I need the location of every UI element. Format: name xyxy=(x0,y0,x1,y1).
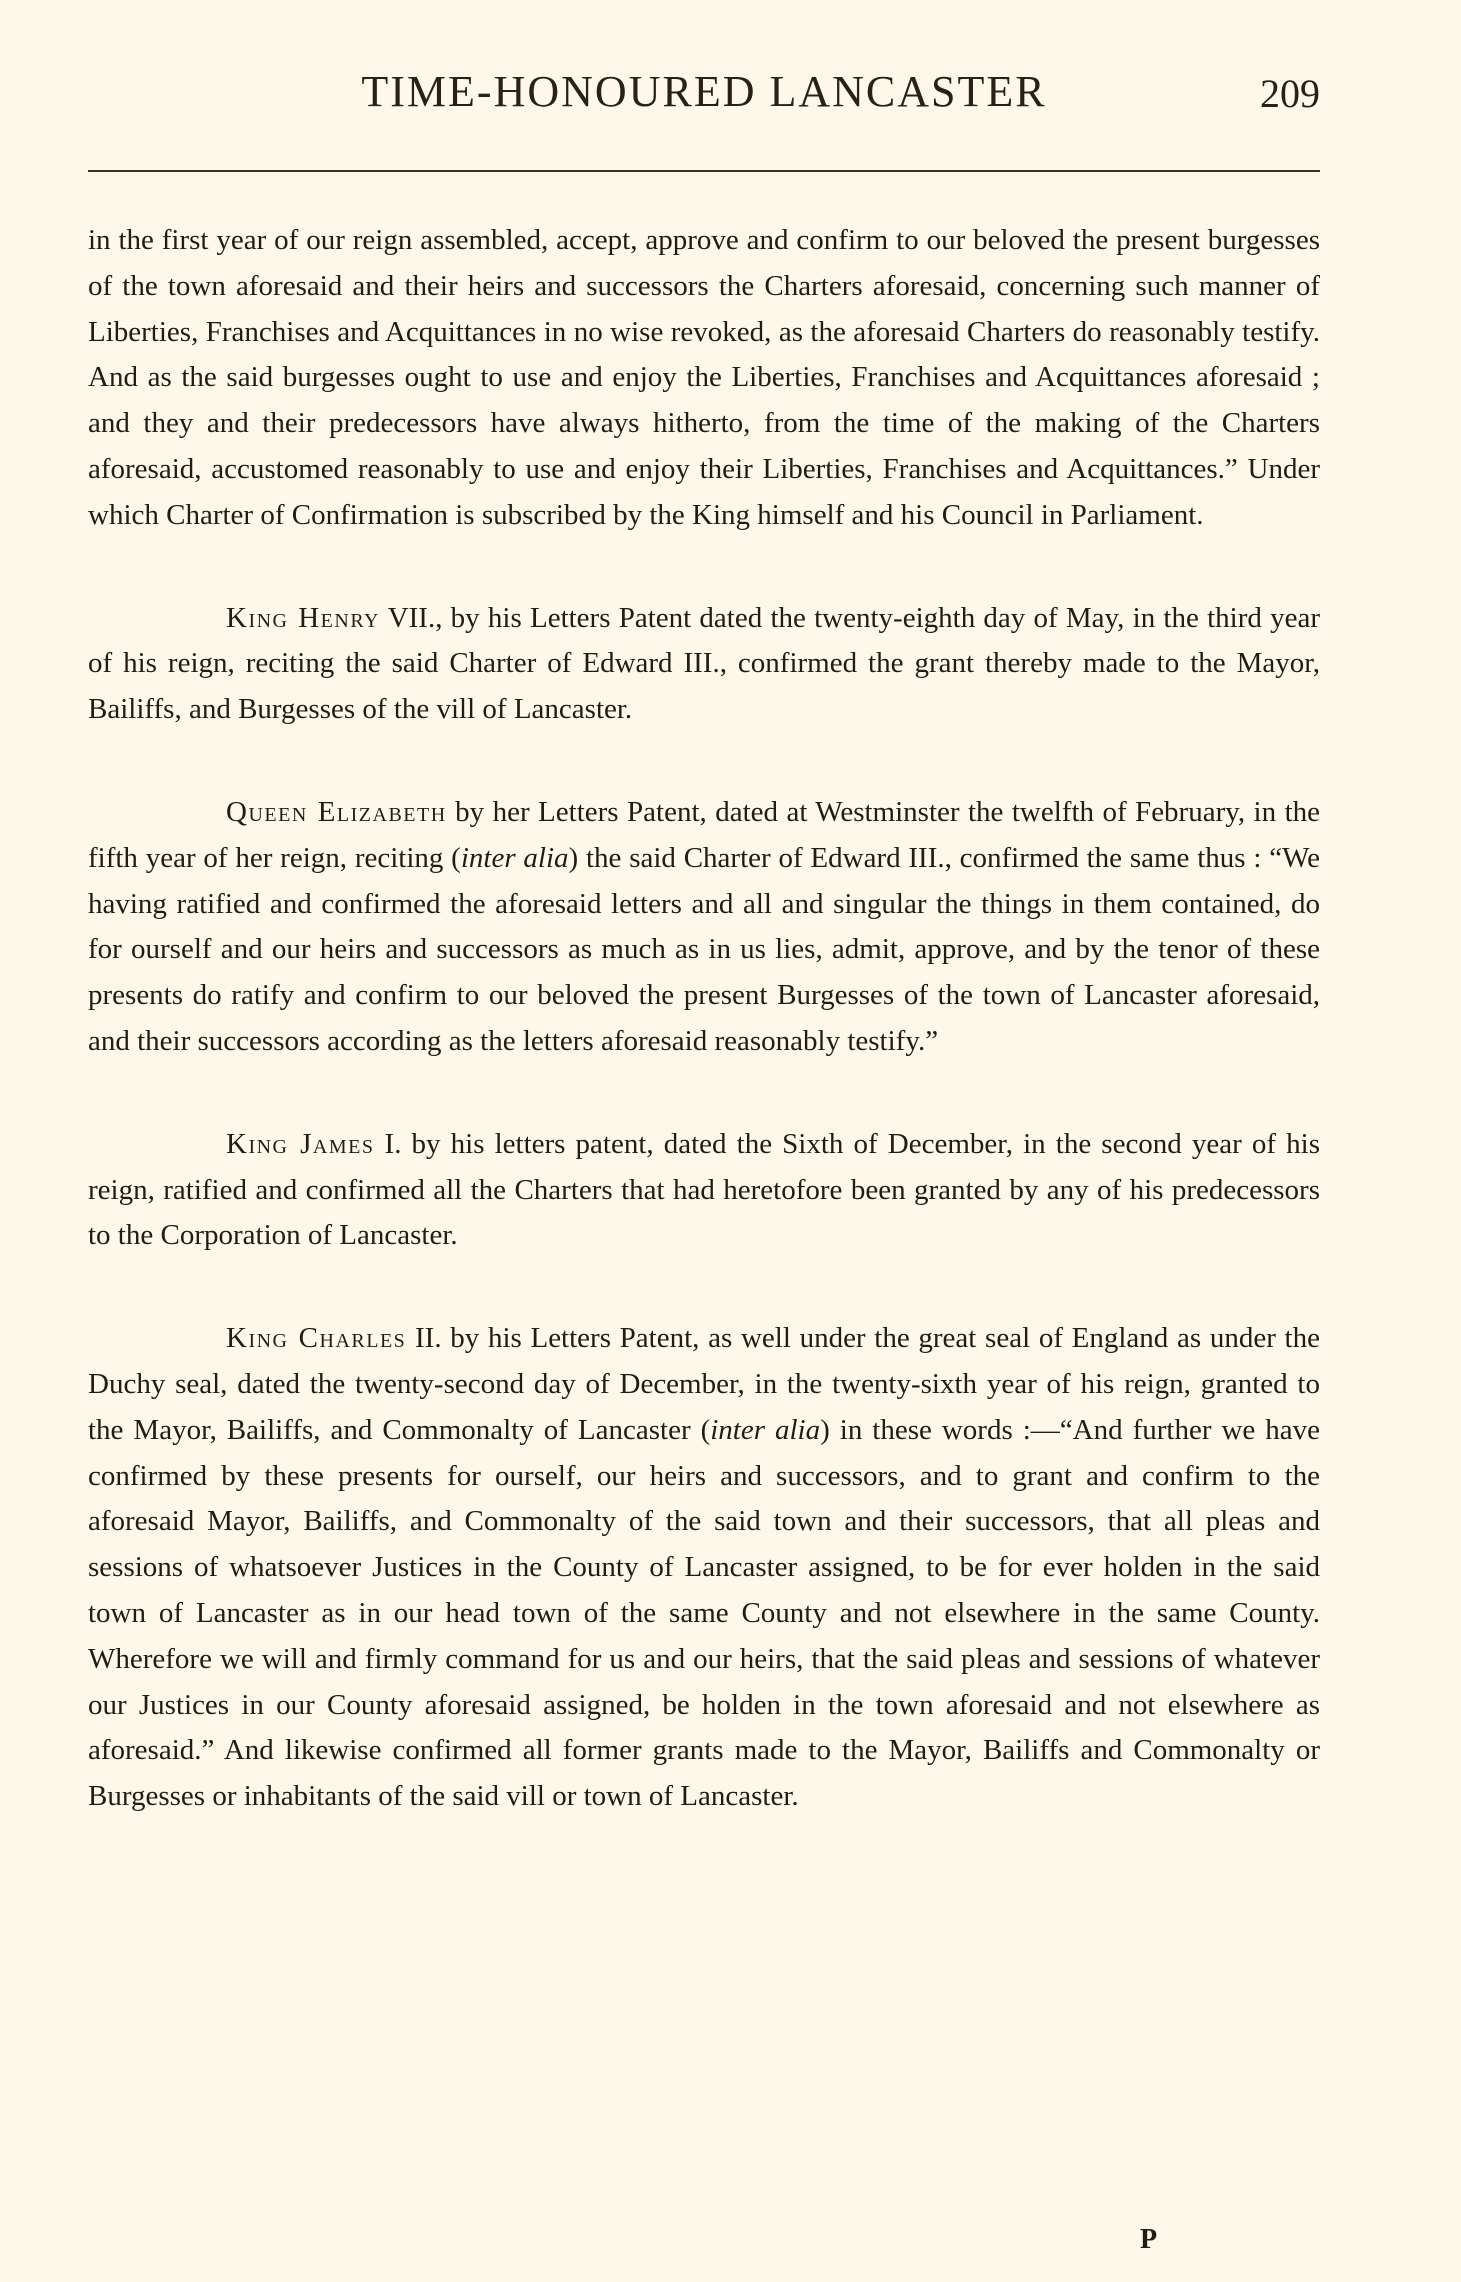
paragraph-text: in the first year of our reign assembled, accept, approve and confirm to our beloved the present burgesses of the town aforesaid and their heirs and successors the Charters aforesaid, concerning such manner of Liberties, Franchises and Acquittances in no wise revoked, as the aforesaid Charters do reasonably testify. And as the said burgesses ought to use and enjoy the Liberties, Franchises and Acquittances aforesaid ; and they and their predecessors have always hitherto, from the time of the making of the Charters aforesaid, accustomed reasonably to use and enjoy their Liberties, Franchises and Acquittances.” Under which Charter of Confirmation is subscribed by the King himself and his Council in Parliament. xyxy=(88,224,1320,531)
header-rule xyxy=(88,170,1320,172)
paragraph-charles-ii xyxy=(88,1316,1320,1820)
page-header xyxy=(88,62,1320,122)
paragraph-text: I. by his letters patent, dated the Sixth of December, in the second year of his reign, ratified and confirmed all the Charters that had heretofore been granted by any of his predecessors to the Corporation of Lancaster. xyxy=(88,1127,1321,1252)
paragraph-text: ) in these words :—“And further we have confirmed by these presents for ourself, our heirs and successors, and to grant and confirm to the aforesaid Mayor, Bailiffs, and Commonalty of the said town and their successors, that all pleas and sessions of whatsoever Justices in the County of Lancaster assigned, to be for ever holden in the said town of Lancaster as in our head town of the same County and not elsewhere in the same County. Wherefore we will and firmly command for us and our heirs, that the said pleas and sessions of whatever our Justices in our County aforesaid assigned, be holden in the town aforesaid and not elsewhere as aforesaid.” And likewise confirmed all former grants made to the Mayor, Bailiffs and Commonalty or Burgesses or inhabitants of the said vill or town of Lancaster. xyxy=(88,1413,1321,1813)
paragraph-lead: King James xyxy=(226,1127,375,1160)
paragraph-charter-confirmation xyxy=(88,218,1320,539)
signature-mark: P xyxy=(1140,2224,1158,2255)
paragraph-lead: Queen Elizabeth xyxy=(226,795,447,828)
italic-phrase: inter alia xyxy=(460,841,569,874)
paragraph-james-i xyxy=(88,1122,1320,1259)
paragraph-text: ) the said Charter of Edward III., confirmed the same thus : “We having ratified and confirmed the aforesaid letters and all and singular the things in them contained, do for ourself and our heirs and successors as much as in us lies, admit, approve, and by the tenor of these presents do ratify and confirm to our beloved the present Burgesses of the town of Lancaster aforesaid, and their successors according as the letters aforesaid reasonably testify.” xyxy=(88,841,1320,1057)
body-text xyxy=(88,218,1320,1820)
paragraph-lead: King Charles xyxy=(226,1322,407,1355)
italic-phrase: inter alia xyxy=(710,1413,821,1446)
paragraph-elizabeth xyxy=(88,790,1320,1065)
paragraph-text: VII., by his Letters Patent dated the twenty-eighth day of May, in the third year of his reign, reciting the said Charter of Edward III., confirmed the grant thereby made to the Mayor, Bailiffs, and Burgesses of the vill of Lancaster. xyxy=(88,601,1320,726)
paragraph-henry-vii xyxy=(88,596,1320,733)
page-number: 209 xyxy=(1260,71,1320,116)
running-title: TIME-HONOURED LANCASTER xyxy=(361,67,1047,116)
paragraph-text: II. by his Letters Patent, as well under the great seal of England as under the Duchy seal, dated the twenty-second day of December, in the twenty-sixth year of his reign, granted to the Mayor, Bailiffs, and Commonalty of Lancaster ( xyxy=(88,1322,1320,1446)
paragraph-text: by her Letters Patent, dated at Westminster the twelfth of February, in the fifth year of her reign, reciting ( xyxy=(88,795,1320,874)
paragraph-lead: King Henry xyxy=(226,601,380,634)
